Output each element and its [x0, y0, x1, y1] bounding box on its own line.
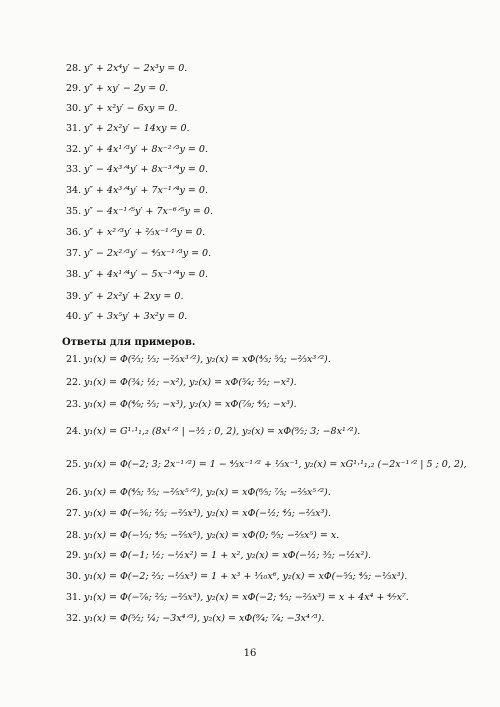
equation-line: [66, 248, 211, 260]
equation-text: y″ + x²ᐟ³y′ + ⅔x⁻¹ᐟ³y = 0.: [84, 227, 206, 238]
equation-line: [66, 144, 208, 156]
answer-text: y₁(x) = Φ(⁵⁄₂; ¼; −3x⁴ᐟ³), y₂(x) = xΦ(⁹⁄₄; ⁷⁄₄; −3x⁴ᐟ³).: [84, 613, 325, 624]
equation-text: y″ − 2x²ᐟ³y′ − ⁴⁄₃x⁻¹ᐟ³y = 0.: [84, 248, 212, 259]
equation-text: y″ + x²y′ − 6xy = 0.: [84, 103, 178, 114]
equation-text: y″ + 2x²y′ − 14xy = 0.: [84, 123, 190, 134]
answer-text: y₁(x) = Φ(¾; ½; −x²), y₂(x) = xΦ(⁵⁄₄; ³⁄₂; −x²).: [84, 377, 297, 388]
answer-text: y₁(x) = Φ(⁴⁄₉; ⅔; −x³), y₂(x) = xΦ(⁷⁄₉; ⁴⁄₃; −x³).: [84, 399, 297, 410]
equation-number: 29.: [66, 83, 82, 94]
equation-number: 31.: [66, 123, 82, 134]
answer-number: 31.: [66, 592, 82, 603]
answer-line: [66, 426, 360, 438]
equation-line: [66, 164, 208, 176]
page-number: 16: [243, 648, 257, 659]
equation-text: y″ − 4x³ᐟ⁴y′ + 8x⁻³ᐟ⁴y = 0.: [84, 164, 208, 175]
answer-text: y₁(x) = Φ(−2; ⅔; −⅓x³) = 1 + x³ + ¹⁄₁₀x⁶, y₂(x) = xΦ(−⁵⁄₃; ⁴⁄₃; −⅓x³).: [84, 571, 408, 582]
equation-line: [66, 103, 177, 115]
answer-number: 25.: [66, 459, 82, 470]
equation-number: 32.: [66, 144, 82, 155]
answer-number: 22.: [66, 377, 82, 388]
equation-number: 28.: [66, 63, 82, 74]
equation-line: [66, 227, 205, 239]
equation-number: 36.: [66, 227, 82, 238]
equation-line: [66, 83, 168, 95]
equation-line: [66, 123, 190, 135]
equation-number: 39.: [66, 291, 82, 302]
equation-text: y″ + 4x¹ᐟ⁴y′ − 5x⁻³ᐟ⁴y = 0.: [84, 269, 208, 280]
answer-text: y₁(x) = Φ(⅔; ⅓; −⅔x³ᐟ²), y₂(x) = xΦ(⁴⁄₃; ⁵⁄₃; −⅔x³ᐟ²).: [84, 354, 331, 365]
answer-text: y₁(x) = Φ(−2; 3; 2x⁻¹ᐟ²) = 1 − ⁴⁄₃x⁻¹ᐟ² + ⅓x⁻¹, y₂(x) = xG¹·¹₁,₂ (−2x⁻¹ᐟ² | 5 ; 0, 2),: [84, 459, 467, 470]
answer-line: [66, 399, 297, 411]
answer-line: [66, 459, 467, 471]
answer-line: [66, 571, 407, 583]
answer-line: [66, 613, 324, 625]
answer-line: [66, 550, 371, 562]
answer-text: y₁(x) = G¹·¹₁,₂ (8x¹ᐟ² | −³⁄₂ ; 0, 2), y₂(x) = xΦ(⁹⁄₂; 3; −8x¹ᐟ²).: [84, 426, 361, 437]
answer-line: [66, 487, 331, 499]
equation-text: y″ + 4x¹ᐟ³y′ + 8x⁻²ᐟ³y = 0.: [84, 144, 208, 155]
answer-text: y₁(x) = Φ(−⅚; ⅔; −⅔x³), y₂(x) = xΦ(−½; ⁴⁄₃; −⅔x³).: [84, 508, 332, 519]
equation-number: 35.: [66, 206, 82, 217]
answer-text: y₁(x) = Φ(−⅓; ⁴⁄₅; −⅖x⁵), y₂(x) = xΦ(0; ⁶⁄₅; −⅖x⁵) = x.: [84, 530, 340, 541]
answer-text: y₁(x) = Φ(−⁷⁄₆; ⅔; −⅔x³), y₂(x) = xΦ(−2; ⁴⁄₃; −⅔x³) = x + 4x⁴ + ⁴⁄₇x⁷.: [84, 592, 409, 603]
answer-number: 28.: [66, 530, 82, 541]
equation-number: 30.: [66, 103, 82, 114]
answer-number: 30.: [66, 571, 82, 582]
equation-line: [66, 291, 183, 303]
answer-number: 26.: [66, 487, 82, 498]
answer-line: [66, 377, 297, 389]
answer-text: y₁(x) = Φ(−1; ½; −½x²) = 1 + x², y₂(x) = xΦ(−½; ³⁄₂; −½x²).: [84, 550, 372, 561]
answer-line: [66, 530, 339, 542]
answer-number: 24.: [66, 426, 82, 437]
answer-number: 32.: [66, 613, 82, 624]
equation-line: [66, 206, 213, 218]
answer-line: [66, 592, 409, 604]
answer-number: 29.: [66, 550, 82, 561]
answer-line: [66, 354, 331, 366]
equation-text: y″ + xy′ − 2y = 0.: [84, 83, 169, 94]
answer-text: y₁(x) = Φ(⁴⁄₅; ⅗; −⅖x⁵ᐟ²), y₂(x) = xΦ(⁶⁄₅; ⁷⁄₅; −⅖x⁵ᐟ²).: [84, 487, 331, 498]
equation-text: y″ + 2x²y′ + 2xy = 0.: [84, 291, 184, 302]
equation-number: 34.: [66, 185, 82, 196]
equation-text: y″ + 3x⁵y′ + 3x²y = 0.: [84, 311, 188, 322]
equation-line: [66, 185, 208, 197]
answer-line: [66, 508, 331, 520]
equation-number: 40.: [66, 311, 82, 322]
answer-number: 27.: [66, 508, 82, 519]
equation-number: 37.: [66, 248, 82, 259]
equation-text: y″ + 4x³ᐟ⁴y′ + 7x⁻¹ᐟ⁴y = 0.: [84, 185, 208, 196]
equation-line: [66, 63, 187, 75]
equation-number: 33.: [66, 164, 82, 175]
answer-number: 21.: [66, 354, 82, 365]
equation-number: 38.: [66, 269, 82, 280]
equation-line: [66, 269, 208, 281]
answer-number: 23.: [66, 399, 82, 410]
answers-heading: Ответы для примеров.: [62, 337, 196, 348]
equation-text: y″ + 2x⁴y′ − 2x³y = 0.: [84, 63, 188, 74]
equation-line: [66, 311, 187, 323]
equation-text: y″ − 4x⁻¹ᐟ⁵y′ + 7x⁻⁶ᐟ⁵y = 0.: [84, 206, 213, 217]
